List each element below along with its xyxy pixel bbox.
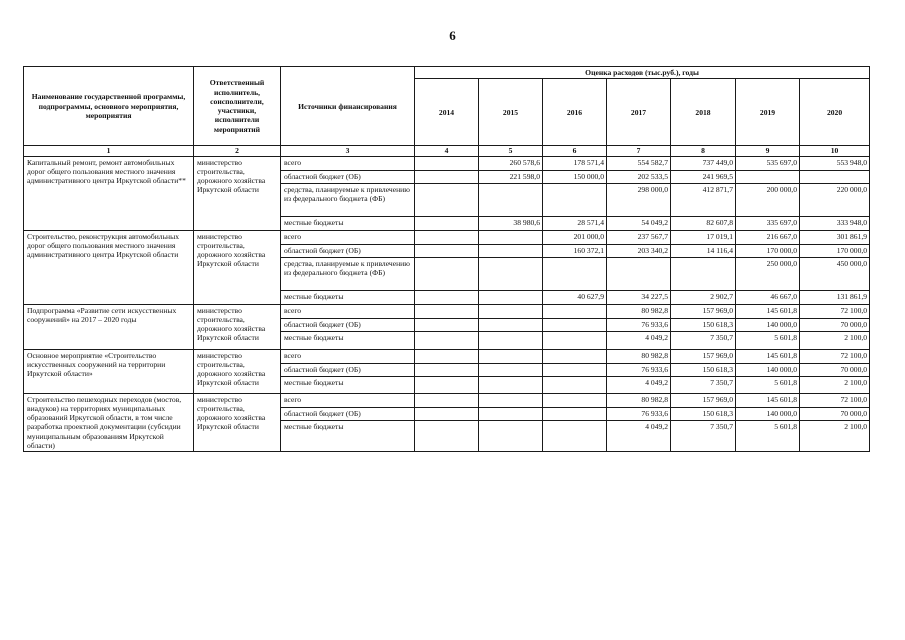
amount-cell-2016 xyxy=(543,257,607,290)
column-number: 4 xyxy=(415,146,479,156)
column-number: 3 xyxy=(281,146,415,156)
amount-cell-2018: 7 350,7 xyxy=(671,421,736,452)
amount-cell-2015 xyxy=(479,349,543,363)
amount-cell-2020: 333 948,0 xyxy=(800,216,870,230)
amount-cell-2014 xyxy=(415,183,479,216)
amount-cell-2016: 201 000,0 xyxy=(543,230,607,244)
amount-cell-2016 xyxy=(543,318,607,331)
amount-cell-2014 xyxy=(415,407,479,420)
amount-cell-2019: 250 000,0 xyxy=(736,257,800,290)
amount-cell-2018: 150 618,3 xyxy=(671,407,736,420)
amount-cell-2016 xyxy=(543,407,607,420)
amount-cell-2019: 145 601,8 xyxy=(736,349,800,363)
amount-cell-2018: 241 969,5 xyxy=(671,170,736,183)
amount-cell-2017 xyxy=(607,257,671,290)
column-number: 8 xyxy=(671,146,736,156)
amount-cell-2017: 554 582,7 xyxy=(607,156,671,170)
amount-cell-2014 xyxy=(415,349,479,363)
amount-cell-2016: 150 000,0 xyxy=(543,170,607,183)
amount-cell-2014 xyxy=(415,230,479,244)
amount-cell-2016 xyxy=(543,363,607,376)
table-header xyxy=(24,67,870,157)
amount-cell-2020: 72 100,0 xyxy=(800,304,870,318)
amount-cell-2019: 535 697,0 xyxy=(736,156,800,170)
amount-cell-2016 xyxy=(543,183,607,216)
amount-cell-2014 xyxy=(415,156,479,170)
funding-source-cell: всего xyxy=(281,393,415,407)
program-name-cell: Основное мероприятие «Строительство искусственных сооружений на территории Иркутской области» xyxy=(24,349,194,393)
amount-cell-2019: 145 601,8 xyxy=(736,393,800,407)
column-number: 7 xyxy=(607,146,671,156)
amount-cell-2016 xyxy=(543,331,607,349)
amount-cell-2019: 335 697,0 xyxy=(736,216,800,230)
table-row xyxy=(24,349,870,363)
amount-cell-2017: 76 933,6 xyxy=(607,407,671,420)
amount-cell-2015 xyxy=(479,183,543,216)
amount-cell-2020 xyxy=(800,170,870,183)
column-number: 6 xyxy=(543,146,607,156)
column-number: 9 xyxy=(736,146,800,156)
program-name-cell: Строительство, реконструкция автомобильных дорог общего пользования местного значения административного центра Иркутской области xyxy=(24,230,194,304)
amount-cell-2018: 157 969,0 xyxy=(671,349,736,363)
amount-cell-2018 xyxy=(671,257,736,290)
amount-cell-2017: 202 533,5 xyxy=(607,170,671,183)
amount-cell-2017: 4 049,2 xyxy=(607,376,671,393)
amount-cell-2015 xyxy=(479,318,543,331)
amount-cell-2018: 412 871,7 xyxy=(671,183,736,216)
amount-cell-2020: 301 861,9 xyxy=(800,230,870,244)
amount-cell-2014 xyxy=(415,257,479,290)
amount-cell-2014 xyxy=(415,393,479,407)
amount-cell-2020: 70 000,0 xyxy=(800,363,870,376)
amount-cell-2017: 4 049,2 xyxy=(607,421,671,452)
amount-cell-2019: 140 000,0 xyxy=(736,363,800,376)
amount-cell-2020: 72 100,0 xyxy=(800,349,870,363)
amount-cell-2020: 70 000,0 xyxy=(800,407,870,420)
amount-cell-2015: 38 980,6 xyxy=(479,216,543,230)
amount-cell-2014 xyxy=(415,304,479,318)
header-year: 2019 xyxy=(736,79,800,146)
header-year: 2017 xyxy=(607,79,671,146)
expense-estimate-table xyxy=(23,66,870,452)
executor-cell: министерство строительства, дорожного хозяйства Иркутской области xyxy=(194,230,281,304)
amount-cell-2014 xyxy=(415,376,479,393)
funding-source-cell: средства, планируемые к привлечению из федерального бюджета (ФБ) xyxy=(281,183,415,216)
amount-cell-2020: 131 861,9 xyxy=(800,290,870,304)
funding-source-cell: местные бюджеты xyxy=(281,216,415,230)
table-row xyxy=(24,230,870,244)
amount-cell-2017: 298 000,0 xyxy=(607,183,671,216)
amount-cell-2017: 80 982,8 xyxy=(607,349,671,363)
table-row xyxy=(24,393,870,407)
funding-source-cell: всего xyxy=(281,304,415,318)
amount-cell-2017: 237 567,7 xyxy=(607,230,671,244)
header-year: 2014 xyxy=(415,79,479,146)
amount-cell-2014 xyxy=(415,216,479,230)
header-year: 2016 xyxy=(543,79,607,146)
amount-cell-2017: 76 933,6 xyxy=(607,318,671,331)
amount-cell-2019: 216 667,0 xyxy=(736,230,800,244)
funding-source-cell: областной бюджет (ОБ) xyxy=(281,363,415,376)
amount-cell-2018: 157 969,0 xyxy=(671,393,736,407)
amount-cell-2019: 145 601,8 xyxy=(736,304,800,318)
amount-cell-2018: 737 449,0 xyxy=(671,156,736,170)
amount-cell-2020: 170 000,0 xyxy=(800,244,870,257)
amount-cell-2017: 34 227,5 xyxy=(607,290,671,304)
amount-cell-2015 xyxy=(479,290,543,304)
amount-cell-2019: 5 601,8 xyxy=(736,421,800,452)
amount-cell-2016 xyxy=(543,376,607,393)
funding-source-cell: всего xyxy=(281,230,415,244)
table-body xyxy=(24,156,870,452)
amount-cell-2020: 553 948,0 xyxy=(800,156,870,170)
program-name-cell: Подпрограмма «Развитие сети искусственных сооружений» на 2017 – 2020 годы xyxy=(24,304,194,349)
amount-cell-2014 xyxy=(415,331,479,349)
amount-cell-2017: 80 982,8 xyxy=(607,304,671,318)
funding-source-cell: всего xyxy=(281,156,415,170)
amount-cell-2017: 80 982,8 xyxy=(607,393,671,407)
executor-cell: министерство строительства, дорожного хозяйства Иркутской области xyxy=(194,156,281,230)
amount-cell-2014 xyxy=(415,421,479,452)
column-number: 1 xyxy=(24,146,194,156)
amount-cell-2020: 2 100,0 xyxy=(800,331,870,349)
header-executor: Ответственный исполнитель, соисполнители, участники, исполнители мероприятий xyxy=(194,67,281,146)
amount-cell-2017: 54 049,2 xyxy=(607,216,671,230)
amount-cell-2019: 140 000,0 xyxy=(736,407,800,420)
funding-source-cell: местные бюджеты xyxy=(281,376,415,393)
funding-source-cell: всего xyxy=(281,349,415,363)
header-program-name: Наименование государственной программы, подпрограммы, основного мероприятия, мероприятия xyxy=(24,67,194,146)
program-name-cell: Строительство пешеходных переходов (мостов, виадуков) на территориях муниципальных образований Иркутской области, в том числе разработка проектной документации (субсидии муниципальным образованиям Иркутской области) xyxy=(24,393,194,452)
amount-cell-2016 xyxy=(543,304,607,318)
funding-source-cell: местные бюджеты xyxy=(281,290,415,304)
header-year: 2020 xyxy=(800,79,870,146)
amount-cell-2016: 40 627,9 xyxy=(543,290,607,304)
amount-cell-2019: 200 000,0 xyxy=(736,183,800,216)
header-year: 2018 xyxy=(671,79,736,146)
amount-cell-2015 xyxy=(479,421,543,452)
amount-cell-2015 xyxy=(479,363,543,376)
amount-cell-2018: 157 969,0 xyxy=(671,304,736,318)
amount-cell-2014 xyxy=(415,170,479,183)
amount-cell-2016: 178 571,4 xyxy=(543,156,607,170)
executor-cell: министерство строительства, дорожного хозяйства Иркутской области xyxy=(194,304,281,349)
amount-cell-2020: 2 100,0 xyxy=(800,421,870,452)
amount-cell-2018: 14 116,4 xyxy=(671,244,736,257)
amount-cell-2019: 170 000,0 xyxy=(736,244,800,257)
amount-cell-2018: 17 019,1 xyxy=(671,230,736,244)
amount-cell-2018: 2 902,7 xyxy=(671,290,736,304)
amount-cell-2016 xyxy=(543,349,607,363)
column-numbers-row xyxy=(24,146,870,156)
amount-cell-2019: 140 000,0 xyxy=(736,318,800,331)
amount-cell-2020: 72 100,0 xyxy=(800,393,870,407)
funding-source-cell: областной бюджет (ОБ) xyxy=(281,170,415,183)
amount-cell-2015 xyxy=(479,304,543,318)
header-year: 2015 xyxy=(479,79,543,146)
funding-source-cell: областной бюджет (ОБ) xyxy=(281,244,415,257)
amount-cell-2017: 76 933,6 xyxy=(607,363,671,376)
amount-cell-2015 xyxy=(479,393,543,407)
amount-cell-2015 xyxy=(479,407,543,420)
amount-cell-2018: 150 618,3 xyxy=(671,363,736,376)
amount-cell-2020: 450 000,0 xyxy=(800,257,870,290)
amount-cell-2018: 150 618,3 xyxy=(671,318,736,331)
table-row xyxy=(24,156,870,170)
amount-cell-2015 xyxy=(479,331,543,349)
funding-source-cell: местные бюджеты xyxy=(281,421,415,452)
amount-cell-2018: 7 350,7 xyxy=(671,376,736,393)
amount-cell-2015 xyxy=(479,230,543,244)
amount-cell-2014 xyxy=(415,363,479,376)
amount-cell-2015 xyxy=(479,257,543,290)
amount-cell-2018: 7 350,7 xyxy=(671,331,736,349)
amount-cell-2020: 70 000,0 xyxy=(800,318,870,331)
amount-cell-2018: 82 607,8 xyxy=(671,216,736,230)
column-number: 2 xyxy=(194,146,281,156)
header-expense-estimate: Оценка расходов (тыс.руб.), годы xyxy=(415,67,870,79)
funding-source-cell: средства, планируемые к привлечению из федерального бюджета (ФБ) xyxy=(281,257,415,290)
amount-cell-2017: 4 049,2 xyxy=(607,331,671,349)
amount-cell-2015 xyxy=(479,244,543,257)
funding-source-cell: областной бюджет (ОБ) xyxy=(281,318,415,331)
amount-cell-2020: 220 000,0 xyxy=(800,183,870,216)
column-number: 10 xyxy=(800,146,870,156)
amount-cell-2014 xyxy=(415,244,479,257)
column-number: 5 xyxy=(479,146,543,156)
table-row xyxy=(24,304,870,318)
amount-cell-2016: 160 372,1 xyxy=(543,244,607,257)
amount-cell-2014 xyxy=(415,318,479,331)
amount-cell-2019: 46 667,0 xyxy=(736,290,800,304)
program-name-cell: Капитальный ремонт, ремонт автомобильных дорог общего пользования местного значения административного центра Иркутской области** xyxy=(24,156,194,230)
amount-cell-2019 xyxy=(736,170,800,183)
page-number: 6 xyxy=(449,28,456,43)
amount-cell-2016 xyxy=(543,393,607,407)
amount-cell-2016 xyxy=(543,421,607,452)
amount-cell-2015: 221 598,0 xyxy=(479,170,543,183)
funding-source-cell: областной бюджет (ОБ) xyxy=(281,407,415,420)
funding-source-cell: местные бюджеты xyxy=(281,331,415,349)
amount-cell-2014 xyxy=(415,290,479,304)
executor-cell: министерство строительства, дорожного хозяйства Иркутской области xyxy=(194,349,281,393)
amount-cell-2015 xyxy=(479,376,543,393)
header-funding-sources: Источники финансирования xyxy=(281,67,415,146)
amount-cell-2019: 5 601,8 xyxy=(736,331,800,349)
amount-cell-2020: 2 100,0 xyxy=(800,376,870,393)
amount-cell-2015: 260 578,6 xyxy=(479,156,543,170)
executor-cell: министерство строительства, дорожного хозяйства Иркутской области xyxy=(194,393,281,452)
amount-cell-2017: 203 340,2 xyxy=(607,244,671,257)
amount-cell-2019: 5 601,8 xyxy=(736,376,800,393)
amount-cell-2016: 28 571,4 xyxy=(543,216,607,230)
